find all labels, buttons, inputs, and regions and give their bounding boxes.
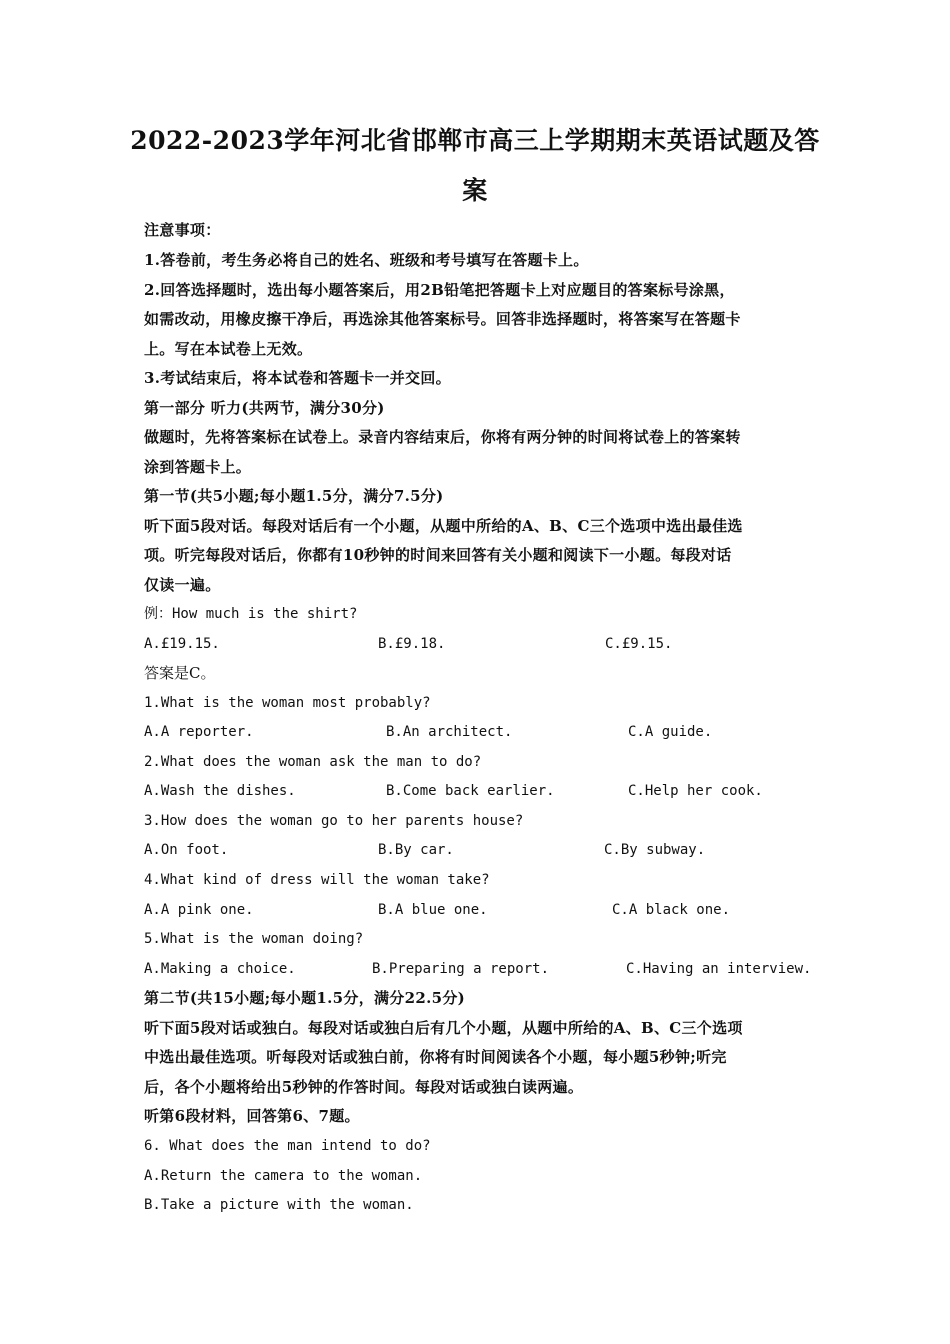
q1-option-a: A.A reporter. — [144, 724, 254, 740]
question-1: 1.What is the woman most probably? — [144, 695, 431, 711]
section1-intro-2: 项。听完每段对话后，你都有10秒钟的时间来回答有关小题和阅读下一小题。每段对话 — [144, 546, 732, 564]
question-6: 6. What does the man intend to do? — [144, 1138, 431, 1154]
section2-heading: 第二节(共15小题;每小题1.5分，满分22.5分) — [144, 989, 466, 1007]
part1-intro-1: 做题时，先将答案标在试卷上。录音内容结束后，你将有两分钟的时间将试卷上的答案转 — [144, 428, 741, 446]
q4-option-c: C.A black one. — [612, 902, 731, 918]
part1-heading: 第一部分 听力(共两节，满分30分) — [144, 399, 385, 417]
section2-intro-1: 听下面5段对话或独白。每段对话或独白后有几个小题，从题中所给的A、B、C三个选项 — [144, 1019, 743, 1037]
section2-intro-3: 后，各个小题将给出5秒钟的作答时间。每段对话或独白读两遍。 — [144, 1078, 584, 1096]
example-question: 例：How much is the shirt? — [144, 606, 358, 622]
q2-option-a: A.Wash the dishes. — [144, 783, 296, 799]
q3-option-a: A.On foot. — [144, 842, 229, 858]
q5-option-b: B.Preparing a report. — [372, 961, 550, 977]
section1-heading: 第一节(共5小题;每小题1.5分，满分7.5分) — [144, 487, 444, 505]
material-6-heading: 听第6段材料，回答第6、7题。 — [144, 1107, 360, 1125]
part1-intro-2: 涂到答题卡上。 — [144, 458, 252, 476]
example-answer: 答案是C。 — [144, 664, 216, 682]
q6-option-a: A.Return the camera to the woman. — [144, 1168, 423, 1184]
q5-option-c: C.Having an interview. — [626, 961, 812, 977]
note-2-cont: 如需改动，用橡皮擦干净后，再选涂其他答案标号。回答非选择题时，将答案写在答题卡 — [144, 310, 741, 328]
q3-option-b: B.By car. — [378, 842, 454, 858]
q2-option-c: C.Help her cook. — [628, 783, 763, 799]
q2-option-b: B.Come back earlier. — [386, 783, 555, 799]
question-4: 4.What kind of dress will the woman take? — [144, 872, 490, 888]
notes-heading: 注意事项： — [144, 221, 221, 239]
document-title: 2022-2023学年河北省邯郸市高三上学期期末英语试题及答案 — [130, 126, 820, 205]
q1-option-c: C.A guide. — [628, 724, 713, 740]
section1-intro-3: 仅读一遍。 — [144, 576, 221, 594]
note-2: 2.回答选择题时，选出每小题答案后，用2B铅笔把答题卡上对应题目的答案标号涂黑， — [144, 281, 735, 299]
note-3: 3.考试结束后，将本试卷和答题卡一并交回。 — [144, 369, 451, 387]
example-option-c: C.£9.15. — [605, 636, 673, 652]
example-option-b: B.£9.18. — [378, 636, 446, 652]
note-1: 1.答卷前，考生务必将自己的姓名、班级和考号填写在答题卡上。 — [144, 251, 589, 269]
q4-option-a: A.A pink one. — [144, 902, 254, 918]
section2-intro-2: 中选出最佳选项。听每段对话或独白前，你将有时间阅读各个小题，每小题5秒钟;听完 — [144, 1048, 727, 1066]
q4-option-b: B.A blue one. — [378, 902, 488, 918]
q6-option-b: B.Take a picture with the woman. — [144, 1197, 414, 1213]
q3-option-c: C.By subway. — [604, 842, 706, 858]
question-5: 5.What is the woman doing? — [144, 931, 364, 947]
q5-option-a: A.Making a choice. — [144, 961, 296, 977]
note-2-end: 上。写在本试卷上无效。 — [144, 340, 313, 358]
q1-option-b: B.An architect. — [386, 724, 513, 740]
question-3: 3.How does the woman go to her parents house? — [144, 813, 524, 829]
section1-intro-1: 听下面5段对话。每段对话后有一个小题，从题中所给的A、B、C三个选项中选出最佳选 — [144, 517, 743, 535]
example-option-a: A.£19.15. — [144, 636, 220, 652]
question-2: 2.What does the woman ask the man to do? — [144, 754, 482, 770]
